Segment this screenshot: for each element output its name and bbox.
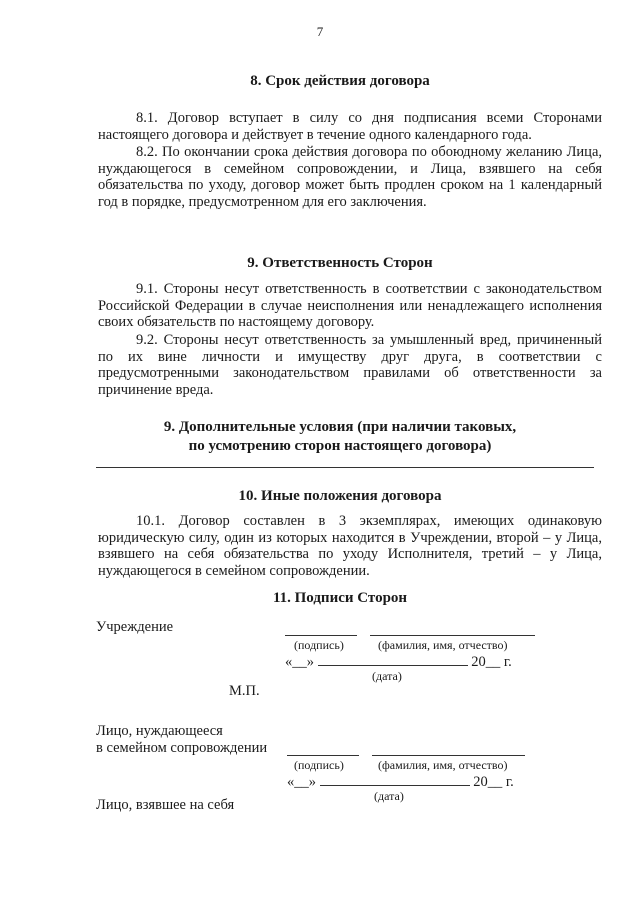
person-in-need-date-month-blank [320,773,470,786]
person-in-need-name-caption: (фамилия, имя, отчество) [378,758,508,772]
person-in-need-date-line [287,773,514,791]
section-9b-title-line-2: по усмотрению сторон настоящего договора) [188,438,492,454]
institution-date-caption: (дата) [372,669,402,683]
section-10-paragraph-1: 10.1. Договор составлен в 3 экземплярах, имеющих одинаковую юридическую силу, один из которых находится в Учреждении, второй – у Лица, взявшего на себя обязательства по уходу Исполнителя, третий – у Лица, нуждающегося в семейном сопровождении. [98,513,602,579]
section-10-title: 10. Иные положения договора [238,488,442,504]
institution-name-caption: (фамилия, имя, отчество) [378,638,508,652]
institution-label: Учреждение [96,619,174,635]
section-8-paragraph-1: 8.1. Договор вступает в силу со дня подписания всеми Сторонами настоящего договора и действует в течение одного календарного года. [98,110,602,143]
section-8-paragraph-2: 8.2. По окончании срока действия договора по обоюдному желанию Лица, нуждающегося в семейном сопровождении, и Лица, взявшего на себя обязательства по уходу, договор может быть продлен сроком на 1 календарный год в порядке, предусмотренном для его заключения. [98,144,602,210]
institution-date-month-blank [318,653,468,666]
institution-signature-line [285,635,357,636]
person-in-need-date-year: 20__ г. [473,774,514,790]
section-9b-title-line-1: 9. Дополнительные условия (при наличии таковых, [163,419,517,435]
institution-date-day: «__» [285,654,314,670]
section-8-title: 8. Срок действия договора [250,73,430,89]
person-in-need-signature-caption: (подпись) [294,758,344,772]
page-number: 7 [316,24,324,39]
caregiver-label-line-1: Лицо, взявшее на себя [96,797,235,813]
institution-signature-caption: (подпись) [294,638,344,652]
blank-fill-line [96,467,594,468]
institution-date-year: 20__ г. [471,654,512,670]
section-9-paragraph-1: 9.1. Стороны несут ответственность в соответствии с законодательством Российской Федерации в случае неисполнения или ненадлежащего исполнения своих обязательств по настоящему договору. [98,281,602,330]
person-in-need-name-line [372,755,525,756]
person-in-need-label-line-2: в семейном сопровождении [96,740,268,756]
person-in-need-date-caption: (дата) [374,789,404,803]
section-11-title: 11. Подписи Сторон [272,590,408,606]
institution-name-line [370,635,535,636]
person-in-need-date-day: «__» [287,774,316,790]
institution-date-line [285,653,512,671]
section-9-paragraph-2: 9.2. Стороны несут ответственность за умышленный вред, причиненный по их вине личности и имуществу друг друга, в соответствии с предусмотренными законодательством правилами об ответственности за причинение вреда. [98,332,602,398]
seal-placeholder: М.П. [229,683,260,699]
person-in-need-signature-line [287,755,359,756]
section-9-title: 9. Ответственность Сторон [247,255,433,271]
person-in-need-label-line-1: Лицо, нуждающееся [96,723,223,739]
